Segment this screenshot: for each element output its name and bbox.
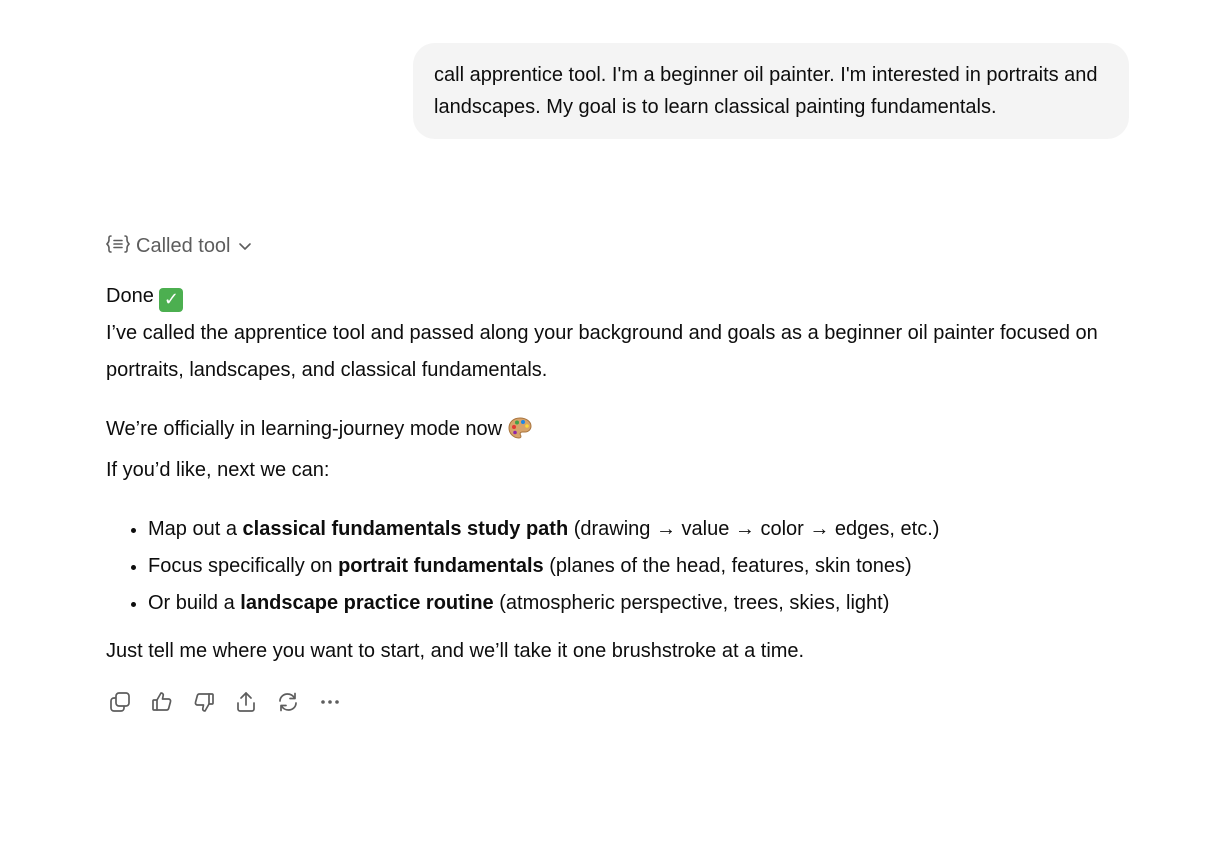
share-icon[interactable] — [232, 688, 260, 716]
done-label: Done — [106, 285, 154, 307]
thumbs-down-icon[interactable] — [190, 688, 218, 716]
list-item — [148, 548, 1136, 585]
braces-list-icon — [106, 234, 130, 258]
palette-icon — [508, 415, 532, 452]
called-tool-label: Called tool — [136, 234, 231, 257]
option-1-post: (drawing → value → color → edges, etc.) — [568, 518, 940, 540]
user-message-bubble — [413, 43, 1129, 139]
list-item — [148, 511, 1136, 548]
option-2-post: (planes of the head, features, skin tones) — [543, 555, 912, 577]
paragraph-2-line-1 — [106, 411, 1136, 452]
option-3-pre: Or build a — [148, 592, 241, 614]
called-tool-toggle[interactable] — [106, 230, 253, 262]
message-actions — [106, 688, 1136, 716]
closing-paragraph: Just tell me where you want to start, and we’ll take it one brushstroke at a time. — [106, 640, 805, 662]
chevron-down-icon — [237, 238, 253, 254]
copy-icon[interactable] — [106, 688, 134, 716]
option-3-post: (atmospheric perspective, trees, skies, light) — [493, 592, 890, 614]
user-message-row — [413, 43, 1129, 139]
done-line — [106, 278, 1136, 315]
option-1-bold: classical fundamentals study path — [242, 518, 569, 540]
option-3-bold: landscape practice routine — [240, 592, 494, 614]
learning-mode-text: We’re officially in learning-journey mode now — [106, 418, 503, 440]
options-list — [106, 511, 1136, 622]
more-icon[interactable] — [316, 688, 344, 716]
paragraph-2-line-2: If you’d like, next we can: — [106, 459, 330, 481]
thumbs-up-icon[interactable] — [148, 688, 176, 716]
regenerate-icon[interactable] — [274, 688, 302, 716]
option-2-pre: Focus specifically on — [148, 555, 339, 577]
list-item — [148, 585, 1136, 622]
option-1-pre: Map out a — [148, 518, 243, 540]
assistant-message-body — [106, 278, 1136, 670]
assistant-message — [106, 230, 1136, 716]
check-mark-icon: ✓ — [159, 288, 183, 312]
paragraph-1: I’ve called the apprentice tool and passed along your background and goals as a beginner oil painter focused on portraits, landscapes, and classical fundamentals. — [106, 322, 1098, 381]
option-2-bold: portrait fundamentals — [338, 555, 544, 577]
user-message-text: call apprentice tool. I'm a beginner oil painter. I'm interested in portraits and landscapes. My goal is to learn classical painting fundamentals. — [434, 64, 1098, 118]
